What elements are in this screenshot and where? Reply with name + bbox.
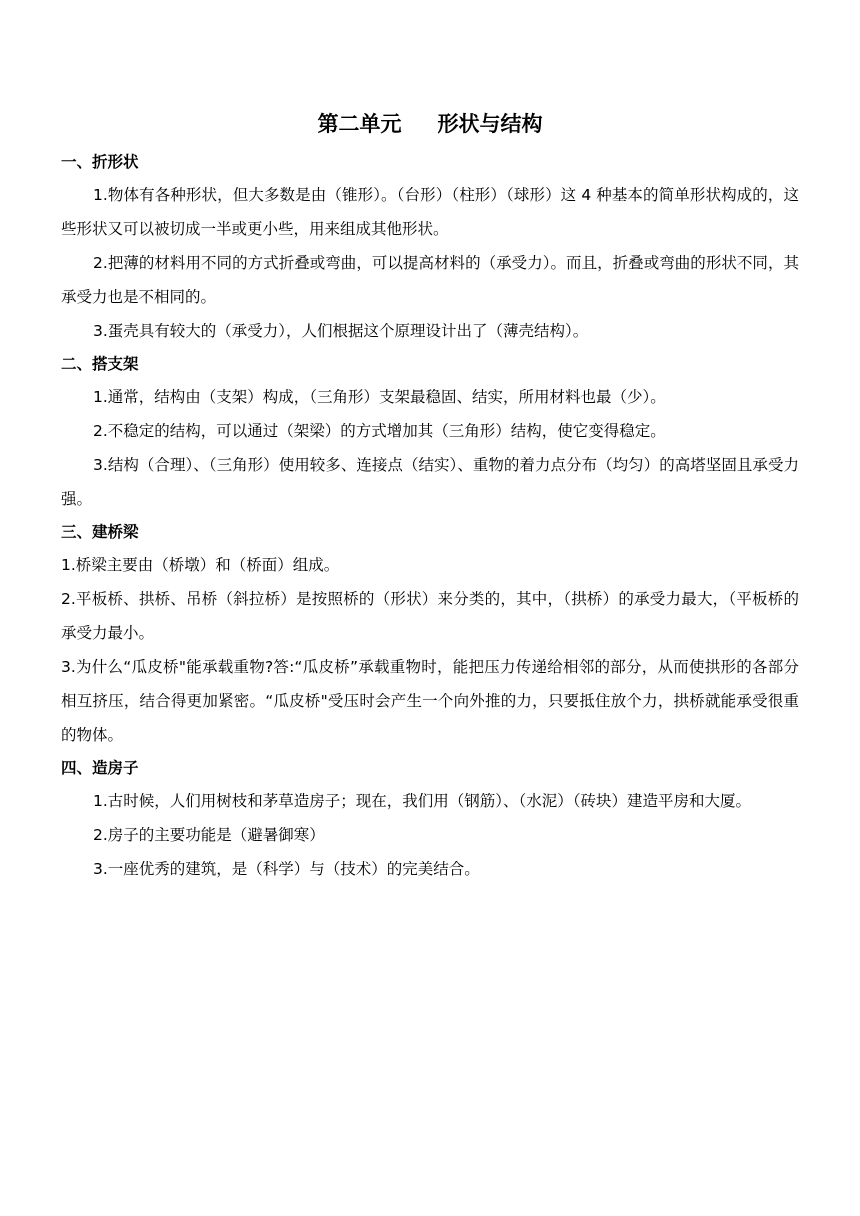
list-item: 1.物体有各种形状，但大多数是由（锥形）。（台形）（柱形）（球形）这 4 种基本的简单形状构成的，这些形状又可以被切成一半或更小些，用来组成其他形状。 [61,186,799,238]
section-build-frame [61,348,799,516]
list-item: 2.不稳定的结构，可以通过（架梁）的方式增加其（三角形）结构，使它变得稳定。 [93,422,666,440]
list-item: 3.一座优秀的建筑，是（科学）与（技术）的完美结合。 [93,860,480,878]
section-build-house [61,752,799,886]
list-item: 1.通常，结构由（支架）构成，（三角形）支架最稳固、结实，所用材料也最（少）。 [93,388,666,406]
list-item: 1.古时候，人们用树枝和茅草造房子；现在，我们用（钢筋）、（水泥）（砖块）建造平房和大厦。 [93,792,752,810]
section-heading: 一、折形状 [61,153,139,171]
title-unit: 第二单元 [317,112,402,136]
list-item: 2.把薄的材料用不同的方式折叠或弯曲，可以提高材料的（承受力）。而且，折叠或弯曲的形状不同，其承受力也是不相同的。 [61,254,799,306]
page-title [61,104,799,144]
list-item: 2.房子的主要功能是（避暑御寒） [93,826,325,844]
list-item: 3.为什么“瓜皮桥"能承载重物?答:“瓜皮桥”承载重物时，能把压力传递给相邻的部分，从而使拱形的各部分相互挤压，结合得更加紧密。“瓜皮桥"受压时会产生一个向外推的力，只要抵住放个力，拱桥就能承受很重的物体。 [61,658,799,744]
list-item: 3.结构（合理）、（三角形）使用较多、连接点（结实）、重物的着力点分布（均匀）的高塔坚固且承受力强。 [61,456,799,508]
list-item: 2.平板桥、拱桥、吊桥（斜拉桥）是按照桥的（形状）来分类的，其中，（拱桥）的承受力最大，（平板桥的承受力最小。 [61,590,799,642]
section-heading: 四、造房子 [61,759,139,777]
section-fold-shapes [61,146,799,348]
list-item: 3.蛋壳具有较大的（承受力），人们根据这个原理设计出了（薄壳结构）。 [93,322,589,340]
title-topic: 形状与结构 [437,112,543,136]
section-heading: 三、建桥梁 [61,523,139,541]
list-item: 1.桥梁主要由（桥墩）和（桥面）组成。 [61,556,340,574]
section-build-bridge [61,516,799,752]
document-page [61,104,799,886]
section-heading: 二、搭支架 [61,355,139,373]
